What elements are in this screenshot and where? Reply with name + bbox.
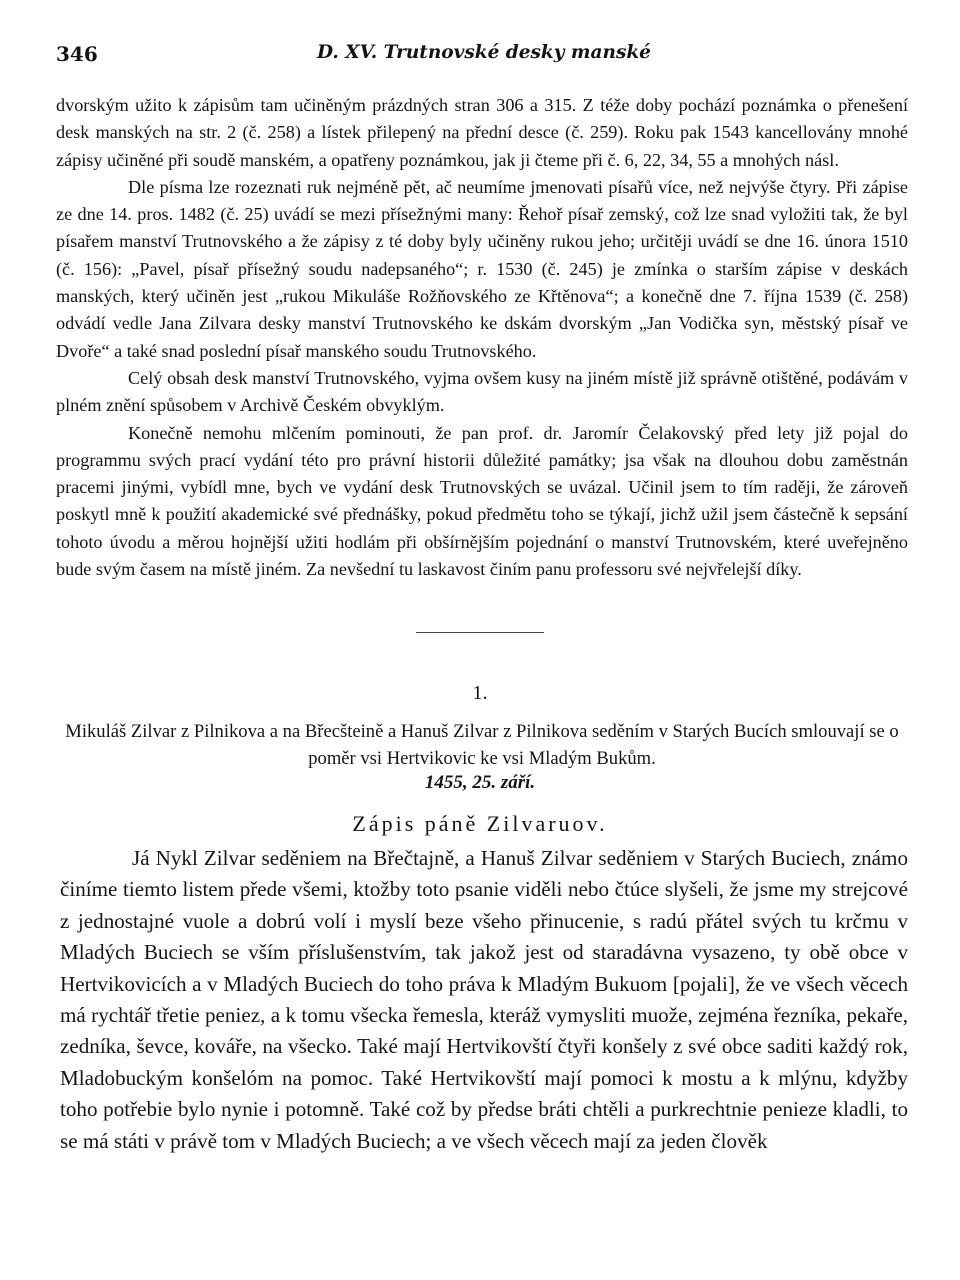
intro-paragraph: Dle písma lze rozeznati ruk nejméně pět, ač neumíme jmenovati písařů více, než nejvýše čtyry. Při zápise ze dne 14. pros. 1482 (č. 25) uvádí se mezi přísežnými many: Řehoř písař zemský, což lze snad vyložiti tak, že byl písařem manství Trutnovského a že zápisy z té doby byly učiněny rukou jeho; určitěji uvádí se dne 16. února 1510 (č. 156): „Pavel, písař přísežný soudu nadepsaného“; r. 1530 (č. 245) je zmínka o starším zápise v deskách manských, který učiněn jest „rukou Mikuláše Rožňovského ze Křtěnova“; a konečně dne 7. října 1539 (č. 258) odvádí vedle Jana Zilvara desky manství Trutnovského ke dskám dvorským „Jan Vodička syn, městský písař ve Dvoře“ a také snad poslední písař manského soudu Trutnovského. xyxy=(56,176,908,361)
page-number: 346 xyxy=(56,42,98,66)
document-date: 1455, 25. září. xyxy=(424,772,536,793)
intro-paragraph: Celý obsah desk manství Trutnovského, vyjma ovšem kusy na jiném místě již správně otištěné, podávám v plném znění spůsobem v Archivě Českém obvyklým. xyxy=(56,367,908,416)
charter-paragraph: Já Nykl Zilvar seděniem na Břečtajně, a Hanuš Zilvar seděniem v Starých Buciech, známo činíme tiemto listem přede všemi, ktožby toto psanie viděli nebo čtúce slyšeli, že jsme my strejcové z jednostajné vuole a dobrú volí i myslí beze všeho přinucenie, s radú přátel svých tu krčmu v Mladých Buciech se vším příslušenstvím, tak jakož jest od staradávna vysazeno, ty obě obce v Hertvikovicích a v Mladých Buciech do toho práva k Mladým Bukuom [pojali], že ve všech věcech má rychtář třetie peniez, a k tomu všecka řemesla, kteráž vymysliti muože, zejména řezníka, pekaře, zedníka, ševce, kováře, na všecko. Také mají Hertvikovští čtyři konšely z své obce saditi každý rok, Mladobuckým konšelóm na pomoc. Také Hertvikovští mají pomoci k mostu a k mlýnu, kdyžby toho potřebie bylo nynie i potomně. Také což by předse bráti chtěli a purkrechtnie penieze kladli, to se má státi v právě tom v Mladých Buciech; a ve všech věcech mají za jeden člověk xyxy=(60,846,908,1153)
running-head: D. XV. Trutnovské desky manské xyxy=(317,42,651,63)
charter-text xyxy=(60,843,908,1157)
section-divider xyxy=(416,632,544,633)
introduction-text xyxy=(56,92,908,583)
intro-paragraph: dvorským užito k zápisům tam učiněným prázdných stran 306 a 315. Z téže doby pochází poznámka o přenešení desk manských na str. 2 (č. 258) a lístek přilepený na přední desce (č. 259). Roku pak 1543 kancellovány mnohé zápisy učiněné při soudě manském, a opatřeny poznámkou, jak ji čteme při č. 6, 22, 34, 55 a mnohých násl. xyxy=(56,95,908,170)
document-number: 1. xyxy=(472,682,488,704)
document-regest xyxy=(56,718,908,772)
intro-paragraph: Konečně nemohu mlčením pominouti, že pan prof. dr. Jaromír Čelakovský před lety již pojal do programmu svých prací vydání této pro právní historii důležité památky; jsa však na dlouhou dobu zaměstnán pracemi jinými, vybídl mne, bych ve vydání desk Trutnovských se uvázal. Učinil jsem to tím raději, že zároveň poskytl mně k použití akademické své přednášky, pokud předmětu toho se týkají, jichž užil jsem částečně k sepsání tohoto úvodu a měrou hojnější užiti hodlám při obšírnějším pojednání o manství Trutnovském, které uveřejněno bude svým časem na místě jiném. Za nevšední tu laskavost činím panu professoru své nejvřelejší díky. xyxy=(56,422,908,580)
page-header xyxy=(56,42,912,68)
regest-text: Mikuláš Zilvar z Pilnikova a na Břecšteině a Hanuš Zilvar z Pilnikova seděním v Starých Bucích smlouvají se o poměr vsi Hertvikovic ke vsi Mladým Bukům. xyxy=(65,721,899,769)
document-title: Zápis páně Zilvaruov. xyxy=(352,811,608,836)
